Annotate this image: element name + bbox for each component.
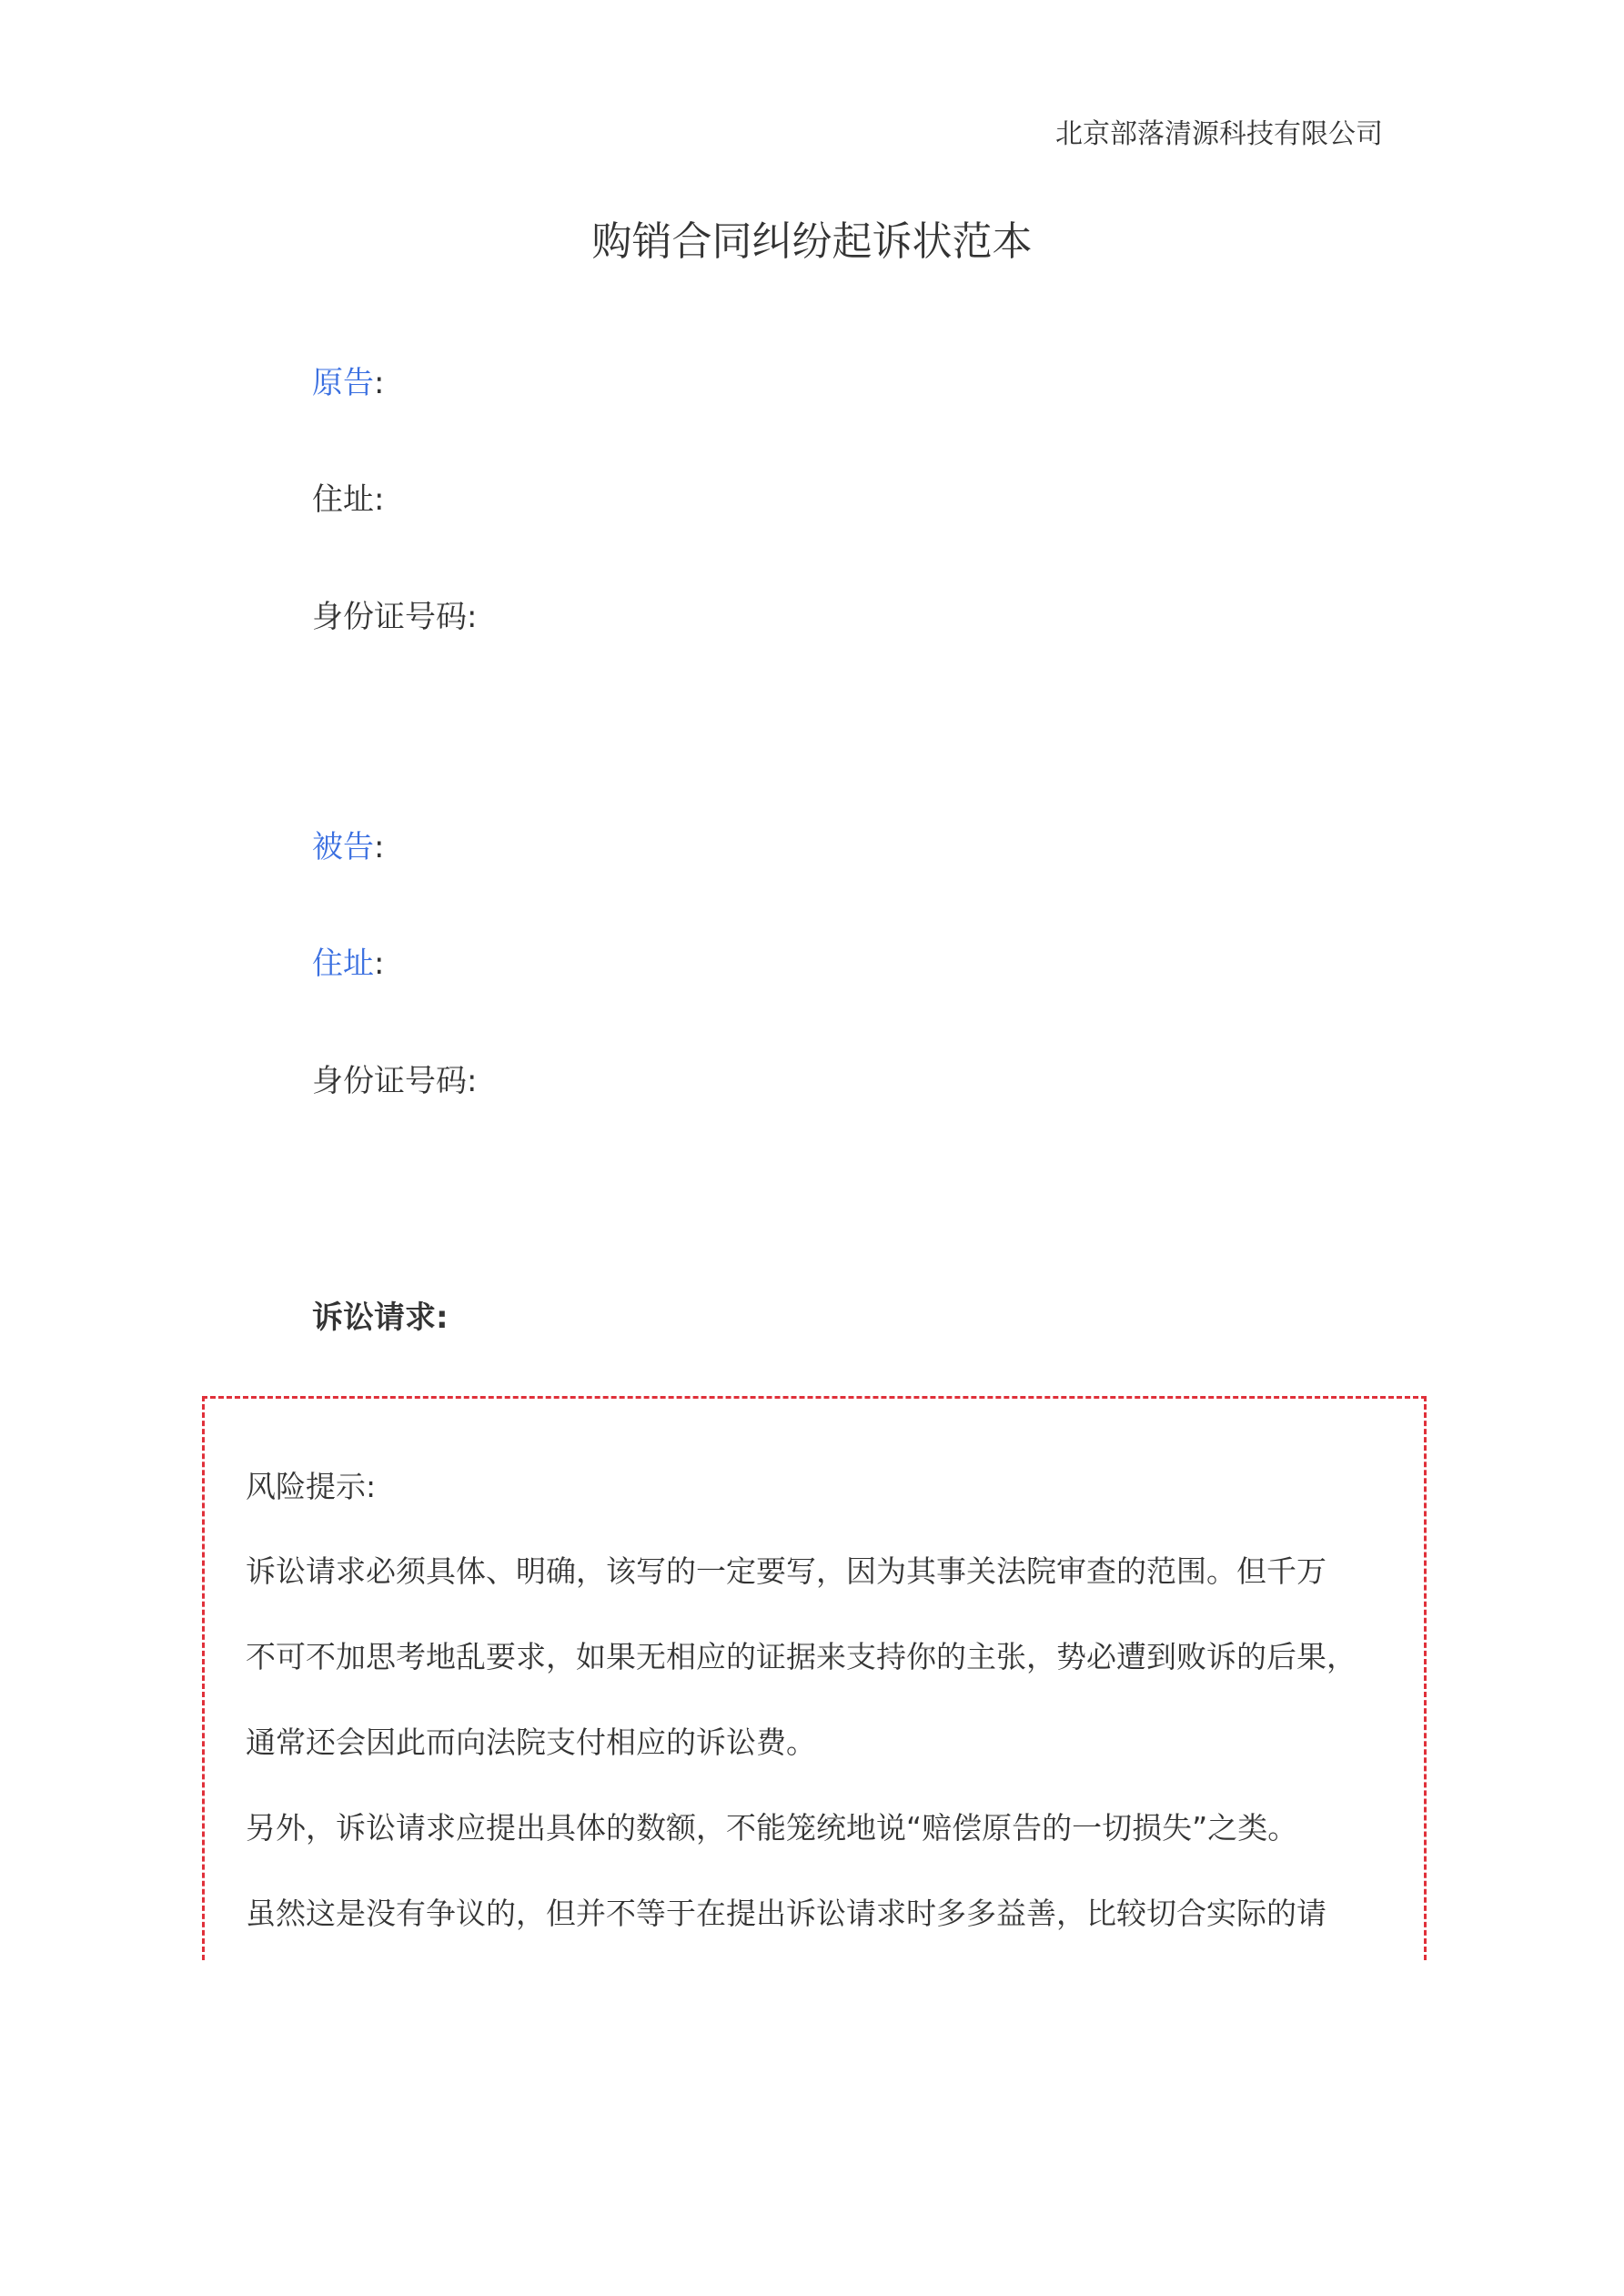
risk-notice-line: 虽然这是没有争议的，但并不等于在提出诉讼请求时多多益善，比较切合实际的请 bbox=[246, 1896, 1326, 1931]
defendant-id-label: 身份证号码 bbox=[312, 1063, 467, 1099]
plaintiff-address-field bbox=[312, 477, 384, 522]
defendant-field bbox=[312, 824, 384, 870]
defendant-address-colon: : bbox=[374, 946, 385, 982]
risk-notice-line: 通常还会因此而向法院支付相应的诉讼费。 bbox=[246, 1725, 816, 1760]
plaintiff-id-field bbox=[312, 594, 477, 640]
risk-notice-line: 另外，诉讼请求应提出具体的数额，不能笼统地说“赔偿原告的一切损失”之类。 bbox=[246, 1810, 1298, 1846]
risk-notice-line: 诉讼请求必须具体、明确，该写的一定要写，因为其事关法院审查的范围。但千万 bbox=[246, 1553, 1326, 1589]
defendant-colon: : bbox=[374, 829, 385, 865]
defendant-id-colon: : bbox=[467, 1063, 478, 1099]
defendant-address-label[interactable]: 住址 bbox=[312, 946, 374, 982]
plaintiff-id-label: 身份证号码 bbox=[312, 599, 467, 635]
document-title: 购销合同纠纷起诉状范本 bbox=[591, 218, 1033, 265]
plaintiff-colon: : bbox=[374, 365, 385, 401]
plaintiff-address-colon: : bbox=[374, 481, 385, 518]
defendant-id-field bbox=[312, 1058, 477, 1104]
plaintiff-label[interactable]: 原告 bbox=[312, 365, 374, 401]
risk-notice-title: 风险提示: bbox=[246, 1469, 377, 1504]
plaintiff-id-colon: : bbox=[467, 599, 478, 635]
defendant-label[interactable]: 被告 bbox=[312, 829, 374, 865]
risk-notice-line: 不可不加思考地乱要求，如果无相应的证据来支持你的主张，势必遭到败诉的后果， bbox=[246, 1639, 1357, 1674]
claims-heading: 诉讼请求: bbox=[312, 1300, 449, 1336]
defendant-address-field bbox=[312, 941, 384, 986]
company-name: 北京部落清源科技有限公司 bbox=[1055, 118, 1383, 150]
plaintiff-address-label: 住址 bbox=[312, 481, 374, 518]
plaintiff-field bbox=[312, 360, 384, 406]
